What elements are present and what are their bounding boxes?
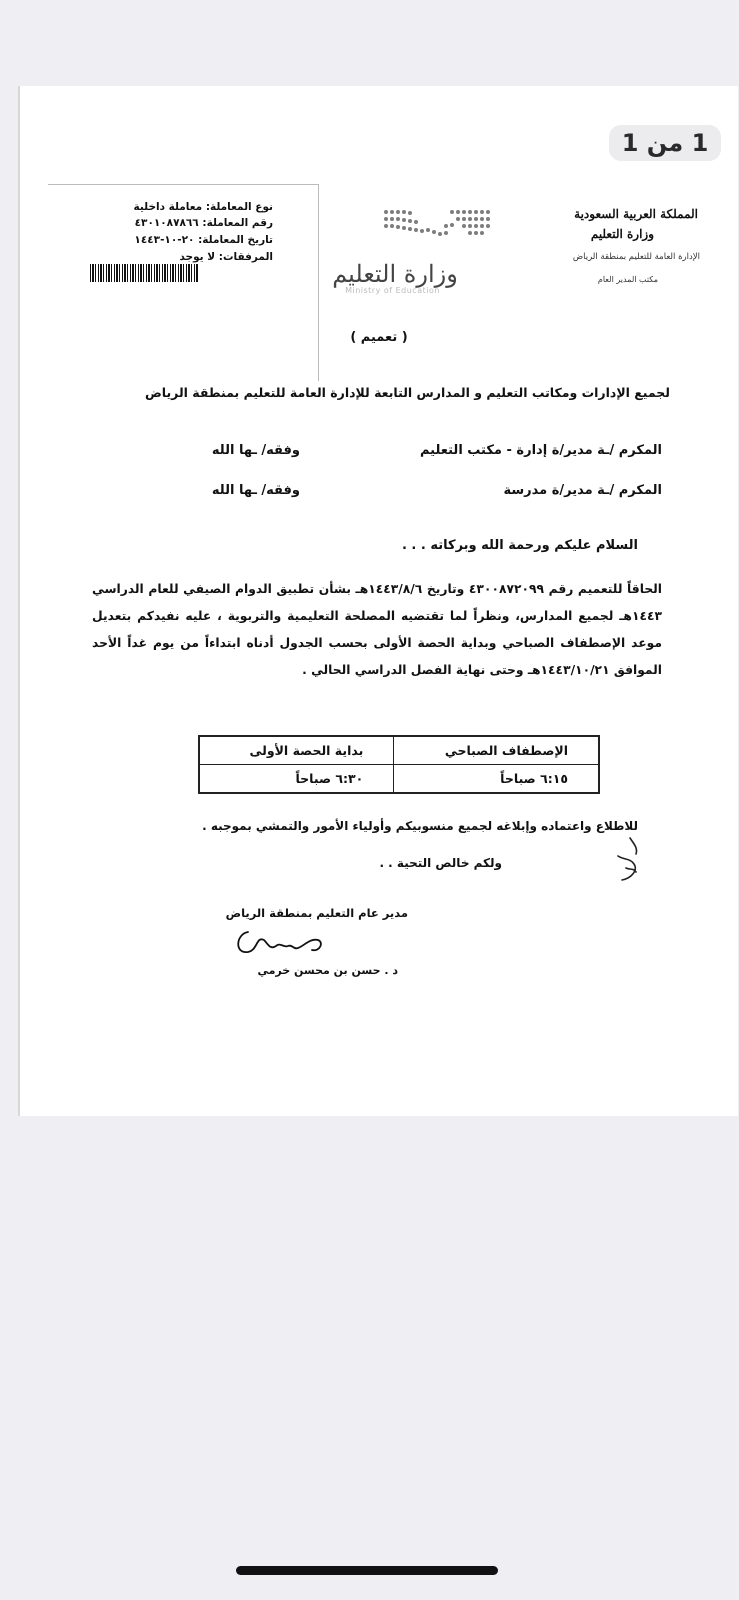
signature-icon <box>228 924 338 960</box>
closing-line: للاطلاع واعتماده وإبلاغه لجميع منسوبيكم وأولياء الأمور والتمشي بموجبه . <box>202 819 638 833</box>
table-row <box>199 765 599 794</box>
transaction-attachments: المرفقات: لا يوجد <box>179 251 273 263</box>
salutation-office: المكرم /ـة مدير/ة إدارة - مكتب التعليم <box>419 443 662 458</box>
header-morning-assembly: الإصطفاف الصباحي <box>394 736 599 765</box>
signatory-title: مدير عام التعليم بمنطقة الرياض <box>225 906 408 920</box>
transaction-info-box <box>48 184 319 381</box>
addressee-line: لجميع الإدارات ومكاتب التعليم و المدارس التابعة للإدارة العامة للتعليم بمنطقة الرياض <box>144 385 670 400</box>
header-office: مكتب المدير العام <box>597 275 658 284</box>
page-indicator: 1 من 1 <box>609 125 721 161</box>
document-page <box>18 86 738 1116</box>
transaction-date: تاريخ المعاملة: ٢٠-١٠-١٤٤٣ <box>134 234 273 246</box>
ministry-logo-english: Ministry of Education <box>345 286 440 295</box>
header-directorate: الإدارة العامة للتعليم بمنطقة الرياض <box>572 252 700 262</box>
ministry-logo-icon <box>380 206 500 242</box>
transaction-type: نوع المعاملة: معاملة داخلية <box>133 201 273 213</box>
salutation-school: المكرم /ـة مدير/ة مدرسة <box>503 483 662 498</box>
ministry-logo-arabic: وزارة التعليم <box>332 260 458 288</box>
table-header-row <box>199 736 599 765</box>
circular-document <box>20 86 738 1116</box>
salutation-office-wish: وفقه/ ـها الله <box>211 443 300 458</box>
greeting: السلام عليكم ورحمة الله وبركاته . . . <box>401 538 638 553</box>
circular-title: ( تعميم ) <box>350 330 408 345</box>
signatory-name: د . حسن بن محسن خرمي <box>257 964 398 977</box>
transaction-number: رقم المعاملة: ٤٣٠١٠٨٧٨٦٦ <box>134 217 273 229</box>
barcode <box>90 264 198 282</box>
regards-line: ولكم خالص التحية . . <box>379 856 502 870</box>
handwritten-note-icon <box>612 834 648 884</box>
header-kingdom: المملكة العربية السعودية <box>574 207 698 221</box>
schedule-table <box>198 735 600 794</box>
morning-assembly-time: ٦:١٥ صباحاً <box>394 765 599 794</box>
first-period-time: ٦:٣٠ صباحاً <box>199 765 394 794</box>
home-indicator[interactable] <box>236 1566 498 1575</box>
header-first-period: بداية الحصة الأولى <box>199 736 394 765</box>
salutation-school-wish: وفقه/ ـها الله <box>211 483 300 498</box>
header-ministry: وزارة التعليم <box>590 227 654 241</box>
body-paragraph: الحاقاً للتعميم رقم ٤٣٠٠٨٧٢٠٩٩ وتاريخ ١٤٤٣/٨/٦هـ بشأن تطبيق الدوام الصيفي للعام الدراسي ١٤٤٣هـ لجميع المدارس، ونظراً لما تقتضيه المصلحة التعليمية والتربوية ، عليه نفيدكم بتعديل موعد الإصطفاف الصباحي وبداية الحصة الأولى بحسب الجدول أدناه ابتداءاً من يوم غداً الأحد الموافق ١٤٤٣/١٠/٢١هـ وحتى نهاية الفصل الدراسي الحالي . <box>92 582 663 677</box>
